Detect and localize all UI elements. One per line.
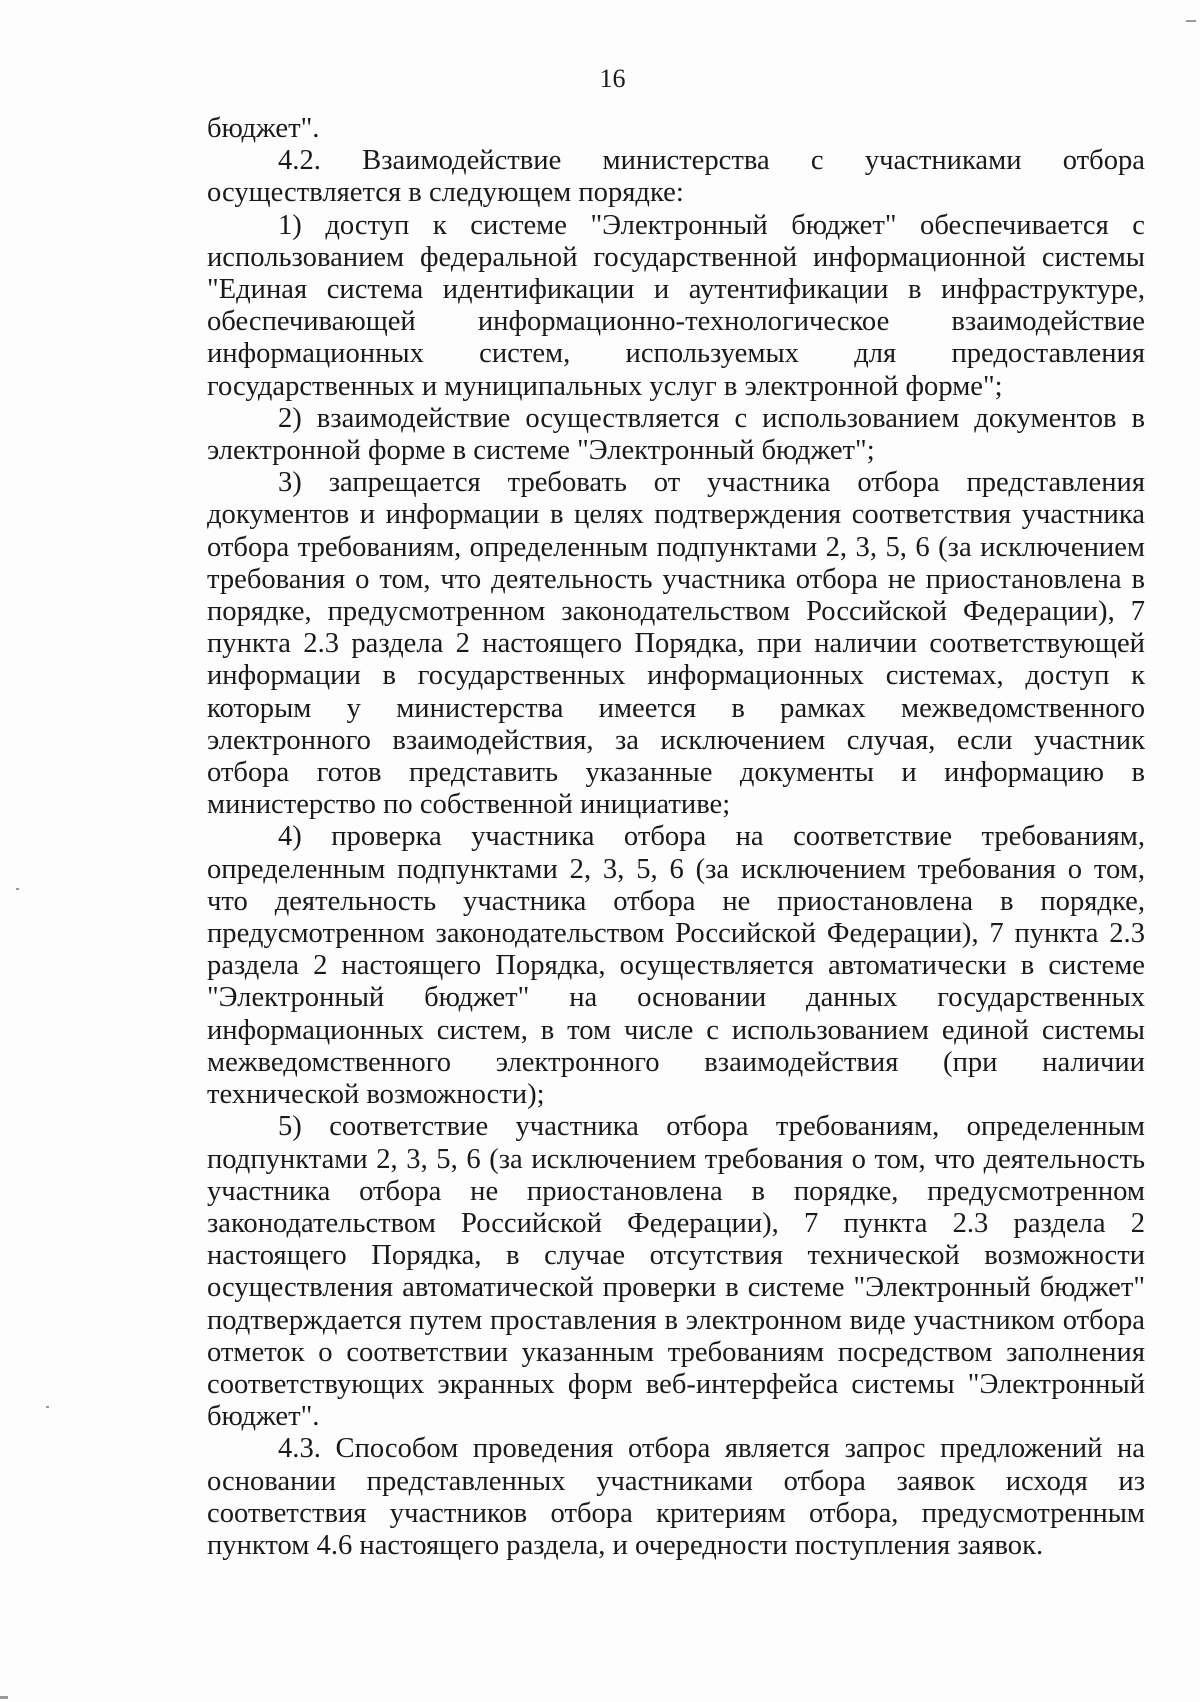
paragraph-item-1: 1) доступ к системе "Электронный бюджет" обеспечивается с использованием федеральной государственной информационной системы "Единая система идентификации и аутентификации в инфраструктуре, обеспечивающей информационно-технологическое взаимодействие информационных систем, используемых для предоставления государственных и муниципальных услуг в электронной форме"; — [207, 209, 1145, 402]
scan-artifact-top-right — [1186, 20, 1196, 22]
paragraph-4-3: 4.3. Способом проведения отбора является запрос предложений на основании представленных участниками отбора заявок исходя из соответствия участников отбора критериям отбора, предусмотренным пунктом 4.6 настоящего раздела, и очередности поступления заявок. — [207, 1433, 1145, 1561]
paragraph-item-3: 3) запрещается требовать от участника отбора представления документов и информации в целях подтверждения соответствия участника отбора требованиям, определенным подпунктами 2, 3, 5, 6 (за исключением требования о том, что деятельность участника отбора не приостановлена в порядке, предусмотренном законодательством Российской Федерации), 7 пункта 2.3 раздела 2 настоящего Порядка, при наличии соответствующей информации в государственных информационных системах, доступ к которым у министерства имеется в рамках межведомственного электронного взаимодействия, за исключением случая, если участник отбора готов представить указанные документы и информацию в министерство по собственной инициативе; — [207, 467, 1145, 821]
scan-artifact-left-2 — [46, 1406, 49, 1408]
paragraph-4-2: 4.2. Взаимодействие министерства с участниками отбора осуществляется в следующем порядке: — [207, 145, 1145, 209]
paragraph-item-2: 2) взаимодействие осуществляется с использованием документов в электронной форме в системе "Электронный бюджет"; — [207, 402, 1145, 467]
paragraph-item-5: 5) соответствие участника отбора требованиям, определенным подпунктами 2, 3, 5, 6 (за исключением требования о том, что деятельность участника отбора не приостановлена в порядке, предусмотренном законодательством Российской Федерации), 7 пункта 2.3 раздела 2 настоящего Порядка, в случае отсутствия технической возможности осуществления автоматической проверки в системе "Электронный бюджет" подтверждается путем проставления в электронном виде участником отбора отметок о соответствии указанным требованиям посредством заполнения соответствующих экранных форм веб-интерфейса системы "Электронный бюджет". — [207, 1111, 1145, 1433]
scan-artifact-left-1 — [16, 888, 19, 890]
paragraph-continuation: бюджет". — [207, 113, 320, 144]
paragraph-item-4: 4) проверка участника отбора на соответствие требованиям, определенным подпунктами 2, 3, 5, 6 (за исключением требования о том, что деятельность участника отбора не приостановлена в порядке, предусмотренном законодательством Российской Федерации), 7 пункта 2.3 раздела 2 настоящего Порядка, осуществляется автоматически в системе "Электронный бюджет" на основании данных государственных информационных систем, в том числе с использованием единой системы межведомственного электронного взаимодействия (при наличии технической возможности); — [207, 821, 1145, 1111]
scan-artifact-bottom-left — [0, 1696, 8, 1699]
page-number: 16 — [599, 64, 626, 93]
document-body — [207, 113, 1145, 1562]
